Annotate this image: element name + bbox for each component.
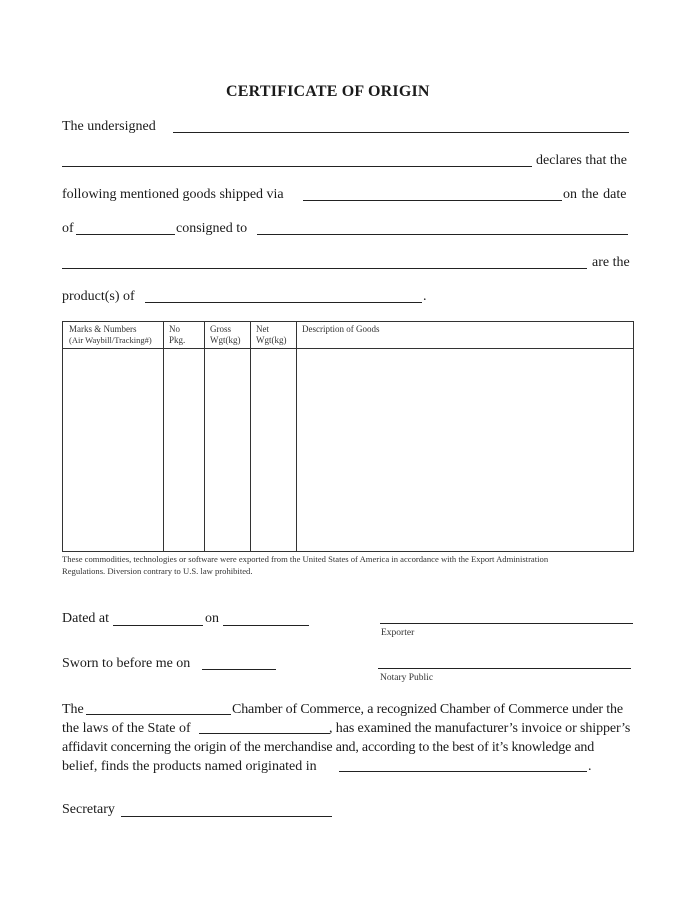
shipped-via-field[interactable] bbox=[303, 200, 562, 201]
header-line: No bbox=[169, 324, 180, 334]
dated-at-field[interactable] bbox=[113, 625, 203, 626]
sworn-date-field[interactable] bbox=[202, 669, 276, 670]
chamber-name-field[interactable] bbox=[86, 714, 231, 715]
products-of-label: product(s) of bbox=[62, 289, 135, 304]
description-cell[interactable] bbox=[297, 349, 633, 551]
header-line: Gross bbox=[210, 324, 232, 334]
export-note-line2: Regulations. Diversion contrary to U.S. law prohibited. bbox=[62, 566, 253, 576]
gross-weight-cell[interactable] bbox=[205, 349, 250, 551]
date-field[interactable] bbox=[76, 234, 175, 235]
column-header-description bbox=[302, 324, 380, 335]
on-label: on bbox=[205, 611, 219, 626]
origin-country-field[interactable] bbox=[339, 771, 587, 772]
secretary-signature-field[interactable] bbox=[121, 816, 332, 817]
shipped-via-label: following mentioned goods shipped via bbox=[62, 187, 284, 202]
undersigned-field-continued[interactable] bbox=[62, 166, 532, 167]
header-line: Wgt(kg) bbox=[210, 335, 241, 345]
column-header-pkg bbox=[169, 324, 185, 346]
column-header-marks bbox=[69, 324, 152, 346]
undersigned-label: The undersigned bbox=[62, 119, 156, 134]
page-title: CERTIFICATE OF ORIGIN bbox=[226, 83, 430, 100]
chamber-line1-start: The bbox=[62, 702, 84, 717]
period: . bbox=[423, 289, 427, 304]
consigned-to-field[interactable] bbox=[257, 234, 628, 235]
header-line: Wgt(kg) bbox=[256, 335, 287, 345]
secretary-label: Secretary bbox=[62, 802, 115, 817]
declares-label: declares that the bbox=[536, 153, 627, 168]
exporter-label: Exporter bbox=[381, 628, 415, 638]
state-field[interactable] bbox=[199, 733, 330, 734]
export-note-line1: These commodities, technologies or software were exported from the United States of America in accordance with the Export Administration bbox=[62, 554, 549, 564]
header-line: Net bbox=[256, 324, 269, 334]
date-of-label: of bbox=[62, 221, 74, 236]
header-line: (Air Waybill/Tracking#) bbox=[69, 335, 152, 345]
chamber-line3: affidavit concerning the origin of the merchandise and, according to the best of it’s knowledge and bbox=[62, 740, 594, 755]
on-the-date-label: on the date bbox=[563, 187, 627, 202]
dated-on-field[interactable] bbox=[223, 625, 309, 626]
chamber-line1-end: Chamber of Commerce, a recognized Chamber of Commerce under the bbox=[232, 702, 623, 717]
consignee-field-continued[interactable] bbox=[62, 268, 587, 269]
exporter-signature-field[interactable] bbox=[380, 623, 633, 624]
consigned-to-label: consigned to bbox=[176, 221, 248, 236]
undersigned-field[interactable] bbox=[173, 132, 629, 133]
column-header-gross bbox=[210, 324, 241, 346]
header-line: Pkg. bbox=[169, 335, 186, 345]
column-header-net bbox=[256, 324, 287, 346]
sworn-label: Sworn to before me on bbox=[62, 656, 191, 671]
header-line: Description of Goods bbox=[302, 324, 380, 334]
chamber-line2-end: , has examined the manufacturer’s invoice or shipper’s bbox=[329, 721, 631, 736]
marks-cell[interactable] bbox=[63, 349, 163, 551]
chamber-line4-end: . bbox=[588, 759, 592, 774]
pkg-cell[interactable] bbox=[164, 349, 204, 551]
notary-signature-field[interactable] bbox=[378, 668, 631, 669]
are-the-label: are the bbox=[592, 255, 630, 270]
net-weight-cell[interactable] bbox=[251, 349, 296, 551]
goods-table bbox=[62, 321, 634, 552]
header-line: Marks & Numbers bbox=[69, 324, 137, 334]
dated-at-label: Dated at bbox=[62, 611, 110, 626]
chamber-line4-start: belief, finds the products named originated in bbox=[62, 759, 317, 774]
chamber-line2-start: the laws of the State of bbox=[62, 721, 191, 736]
products-of-field[interactable] bbox=[145, 302, 422, 303]
notary-public-label: Notary Public bbox=[380, 673, 434, 683]
